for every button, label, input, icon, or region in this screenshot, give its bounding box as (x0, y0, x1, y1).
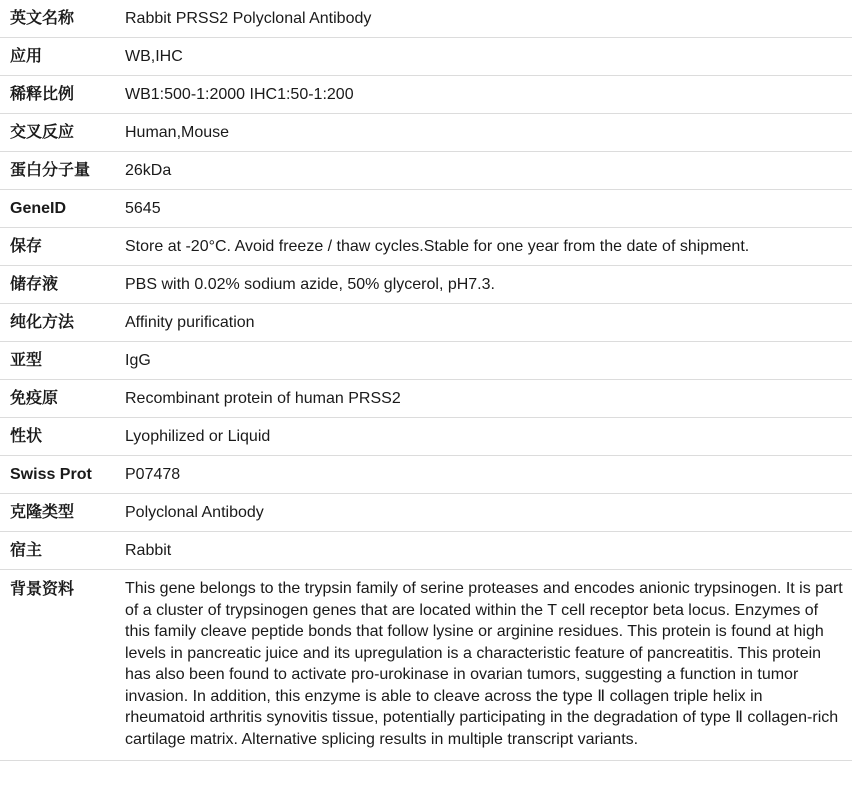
table-row (0, 38, 852, 76)
table-row (0, 76, 852, 114)
table-row (0, 456, 852, 494)
row-value: PBS with 0.02% sodium azide, 50% glycerol, pH7.3. (125, 275, 495, 293)
row-value: Lyophilized or Liquid (125, 427, 271, 445)
row-label: 交叉反应 (10, 124, 75, 141)
table-row (0, 190, 852, 228)
row-value: Affinity purification (125, 313, 255, 331)
row-value: WB,IHC (125, 47, 183, 65)
table-row (0, 304, 852, 342)
row-label: 克隆类型 (10, 504, 75, 521)
table-row (0, 418, 852, 456)
row-label: 免疫原 (10, 390, 59, 407)
row-label: 英文名称 (10, 10, 75, 27)
row-value: Store at -20°C. Avoid freeze / thaw cycles.Stable for one year from the date of shipment. (125, 237, 750, 255)
row-value: This gene belongs to the trypsin family of serine proteases and encodes anionic trypsinogen. It is part of a cluster of trypsinogen genes that are located within the T cell receptor beta locus. Enzymes of this family cleave peptide bonds that follow lysine or arginine residues. This protein is found at high levels in pancreatic juice and its upregulation is a characteristic feature of pancreatitis. This protein has also been found to activate pro-urokinase in ovarian tumors, suggesting a function in tumor invasion. In addition, this enzyme is able to cleave across the type Ⅱ collagen triple helix in rheumatoid arthritis synovitis tissue, potentially participating in the degradation of type Ⅱ collagen-rich cartilage matrix. Alternative splicing results in multiple transcript variants. (125, 580, 843, 748)
row-value: Rabbit (125, 541, 172, 559)
table-row (0, 228, 852, 266)
row-label: 性状 (10, 428, 43, 445)
table-row (0, 0, 852, 38)
table-row (0, 342, 852, 380)
row-value: IgG (125, 351, 151, 369)
table-row (0, 380, 852, 418)
row-label: 亚型 (10, 352, 43, 369)
table-row (0, 152, 852, 190)
row-value: Human,Mouse (125, 123, 230, 141)
row-label: 稀释比例 (10, 86, 75, 103)
row-value: 26kDa (125, 161, 172, 179)
table-row (0, 532, 852, 570)
row-label: GeneID (10, 200, 67, 217)
row-label: 纯化方法 (10, 314, 75, 331)
row-label: 蛋白分子量 (10, 162, 91, 179)
table-row (0, 570, 852, 761)
row-label: Swiss Prot (10, 466, 92, 483)
row-label: 宿主 (10, 542, 43, 559)
table-row (0, 114, 852, 152)
table-row (0, 494, 852, 532)
row-label: 应用 (10, 48, 43, 65)
row-value: Rabbit PRSS2 Polyclonal Antibody (125, 9, 372, 27)
row-value: 5645 (125, 199, 161, 217)
row-value: P07478 (125, 465, 181, 483)
row-label: 储存液 (10, 276, 59, 293)
row-value: Recombinant protein of human PRSS2 (125, 389, 401, 407)
row-value: WB1:500-1:2000 IHC1:50-1:200 (125, 85, 354, 103)
row-value: Polyclonal Antibody (125, 503, 264, 521)
table-row (0, 266, 852, 304)
row-label: 背景资料 (10, 581, 75, 598)
row-label: 保存 (10, 238, 43, 255)
